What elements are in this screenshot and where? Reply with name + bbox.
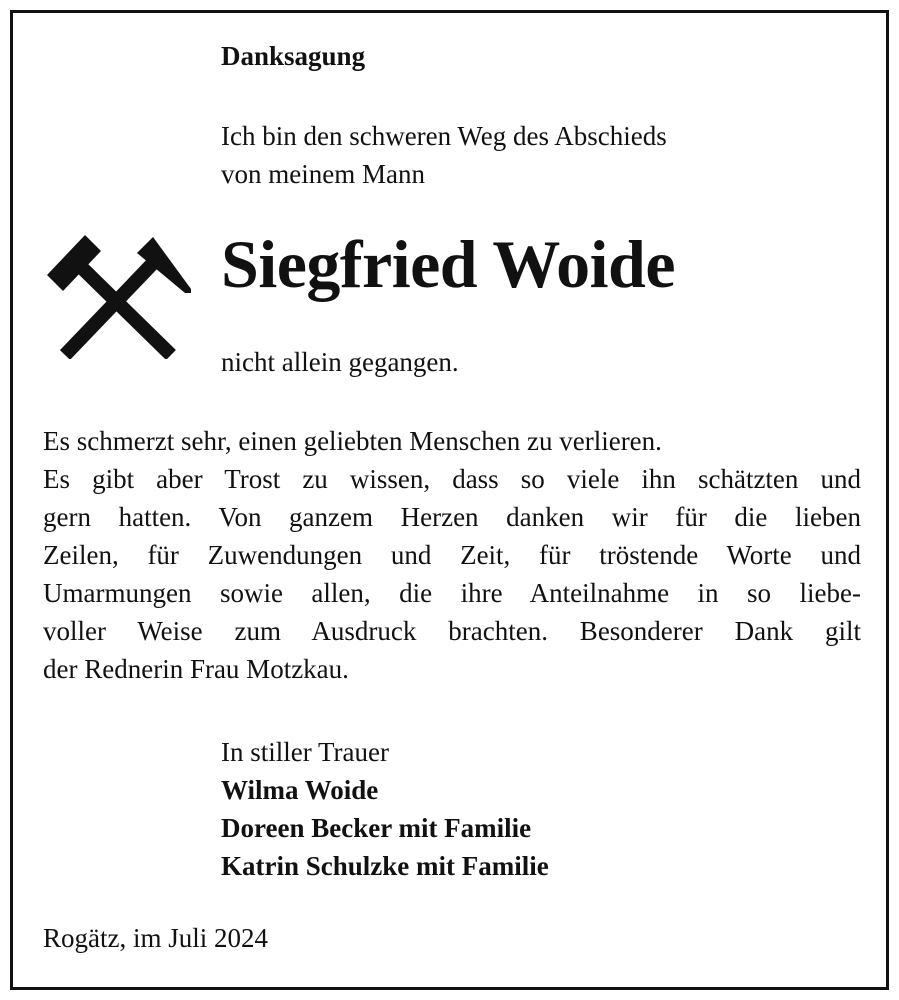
- obituary-card: [10, 10, 889, 990]
- body-line: Es schmerzt sehr, einen geliebten Menschen zu verlieren.: [43, 426, 662, 456]
- body-line: Es gibt aber Trost zu wissen, dass so viele ihn schätzten und: [43, 464, 861, 494]
- body-text: [43, 422, 861, 688]
- mourner-name: Doreen Becker mit Familie: [221, 813, 532, 843]
- body-line: Umarmungen sowie allen, die ihre Anteilnahme in so liebe-: [43, 578, 861, 608]
- mourners-block: [221, 733, 549, 885]
- hammer-and-pick-icon: [45, 231, 193, 359]
- body-line: Zeilen, für Zuwendungen und Zeit, für tröstende Worte und: [43, 540, 861, 570]
- mourner-name: Wilma Woide: [221, 775, 379, 805]
- place-date: Rogätz, im Juli 2024: [43, 923, 268, 953]
- mourner-name: Katrin Schulzke mit Familie: [221, 851, 549, 881]
- intro-line: Ich bin den schweren Weg des Abschieds: [221, 121, 667, 151]
- intro-line: von meinem Mann: [221, 159, 425, 189]
- body-line: der Rednerin Frau Motzkau.: [43, 654, 349, 684]
- mourning-intro: In stiller Trauer: [221, 737, 389, 767]
- body-line: voller Weise zum Ausdruck brachten. Besonderer Dank gilt: [43, 616, 861, 646]
- after-name-text: nicht allein gegangen.: [221, 347, 459, 377]
- deceased-name: Siegfried Woide: [221, 226, 676, 302]
- heading: Danksagung: [221, 41, 366, 71]
- intro-text: [221, 117, 667, 193]
- body-line: gern hatten. Von ganzem Herzen danken wir für die lieben: [43, 502, 861, 532]
